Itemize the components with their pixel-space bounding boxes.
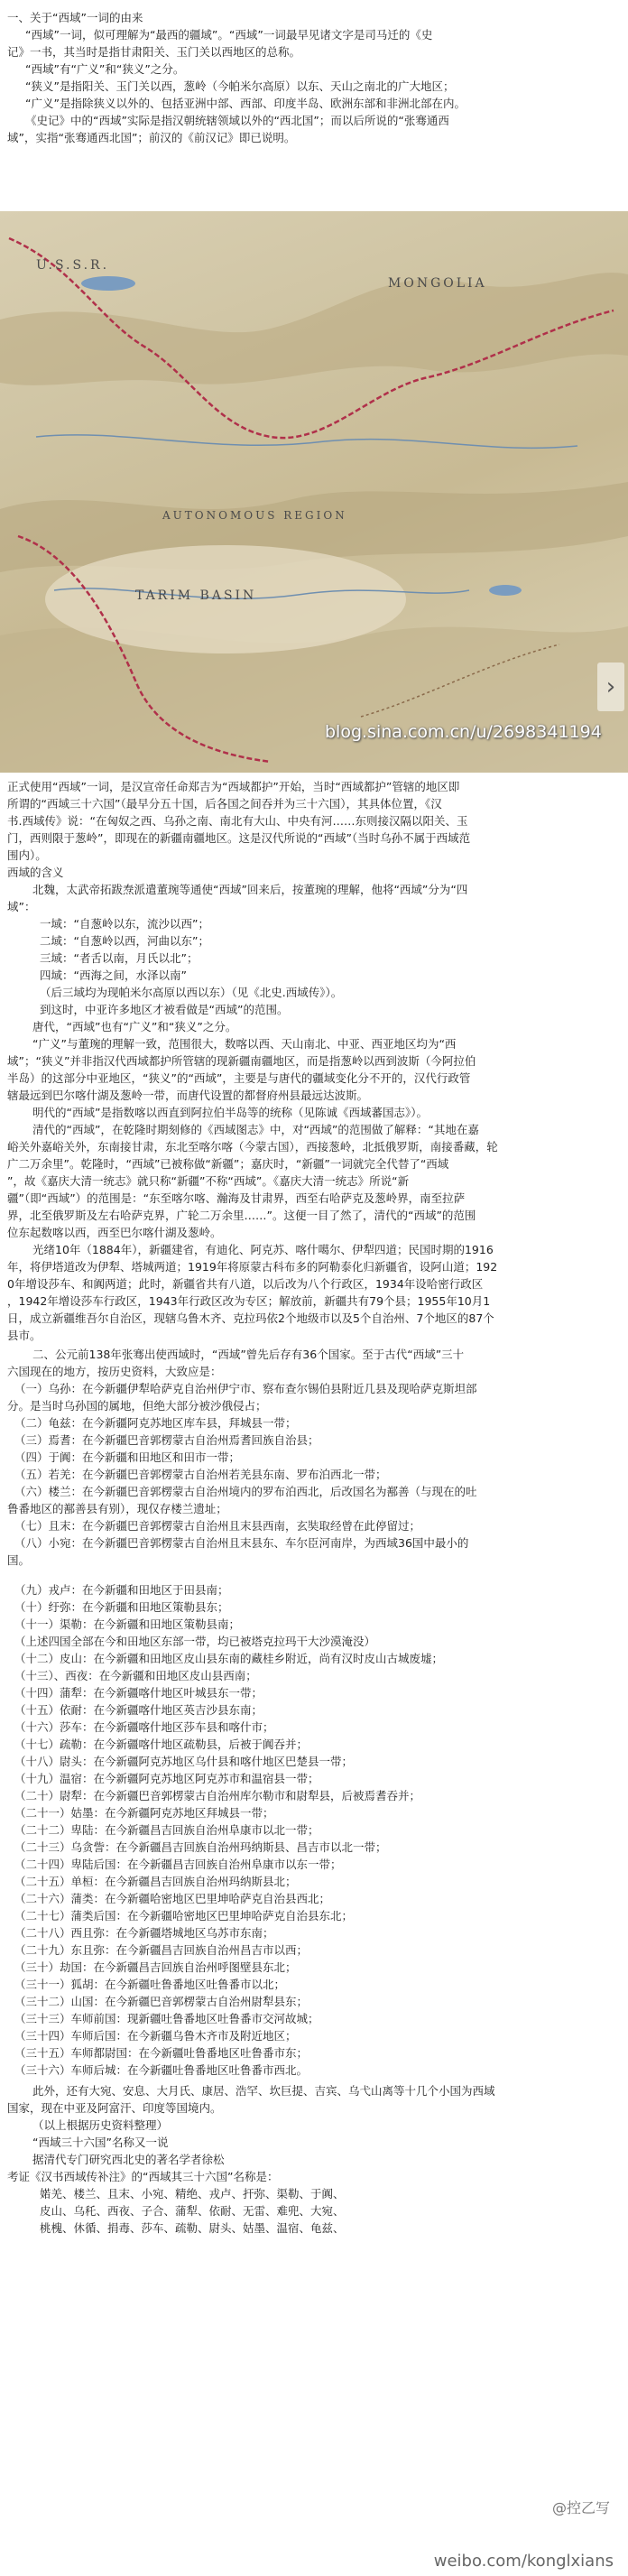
text-line: 四域：“西海之间，水泽以南” xyxy=(40,968,187,982)
text-line: （十五）依耐：在今新疆喀什地区英吉沙县东南； xyxy=(14,1703,263,1717)
text-line: 域”： xyxy=(7,900,36,913)
text-line: 明代的“西域”是指数喀以西直到阿拉伯半岛等的统称（见陈诚《西域蕃国志》）。 xyxy=(32,1106,428,1119)
text-line: 六国现在的地方，按历史资料，大致应是： xyxy=(7,1365,222,1378)
text-line: （二十三）乌贪訾：在今新疆昌吉回族自治州玛纳斯县、昌吉市以北一带； xyxy=(14,1840,387,1854)
text-line: （二）龟兹：在今新疆阿克苏地区库车县，拜城县一带； xyxy=(14,1416,297,1430)
text-line: 皮山、乌秅、西夜、子合、蒲犁、依耐、无雷、难兜、大宛、 xyxy=(40,2204,345,2218)
text-line: （二十九）东且弥：在今新疆昌吉回族自治州昌吉市以西； xyxy=(14,1943,309,1957)
text-line: （三十二）山国：在今新疆巴音郭楞蒙古自治州尉犁县东； xyxy=(14,1995,309,2008)
text-line: “西域”一词，似可理解为“最西的疆域”。“西域”一词最早见诸文字是司马迁的《史 xyxy=(25,28,433,42)
map-label: AUTONOMOUS REGION xyxy=(162,509,347,522)
text-line: 三域：“者舌以南，月氏以北”； xyxy=(40,951,199,965)
western-regions-map-image xyxy=(0,211,628,773)
text-line: 界，北至俄罗斯及左右哈萨克界，广轮二万余里……”。这便一目了然了，清代的“西域”的范围 xyxy=(7,1209,476,1222)
text-line: （二十八）西且弥：在今新疆塔城地区乌苏市东南； xyxy=(14,1926,274,1940)
text-line: （后三域均为现帕米尔高原以西以东）（见《北史.西域传》）。 xyxy=(40,986,343,999)
text-line: （六）楼兰：在今新疆巴音郭楞蒙古自治州境内的罗布泊西北，后改国名为鄯善（与现在的吐 xyxy=(14,1485,477,1498)
text-line: 疆”（即“西域”）的范围是：“东至喀尔喀、瀚海及甘肃界，西至右哈萨克及葱岭界，南至拉萨 xyxy=(7,1191,466,1205)
text-line: ”，故《嘉庆大清一统志》就只称“新疆”不称“西域”。《嘉庆大清一统志》所说“新 xyxy=(7,1174,410,1188)
text-line: “西域三十六国”名称又一说 xyxy=(32,2136,169,2149)
text-line: （二十）尉犁：在今新疆巴音郭楞蒙古自治州库尔勒市和尉犁县，后被焉耆吞并； xyxy=(14,1789,421,1802)
text-line: （十三）、西夜：在今新疆和田地区皮山县西南； xyxy=(14,1669,257,1682)
map-terrain xyxy=(0,211,628,773)
text-line: 桃槐、休循、捐毒、莎车、疏勒、尉头、姑墨、温宿、龟兹、 xyxy=(40,2221,345,2235)
text-line: 峪关外嘉峪关外，东南接甘肃，东北至喀尔喀（今蒙古国），西接葱岭，北抵俄罗斯，南接番藏，轮 xyxy=(7,1140,498,1154)
text-line: （四）于阗：在今新疆和田地区和田市一带； xyxy=(14,1450,241,1464)
text-line: （十七）疏勒：在今新疆喀什地区疏勒县，后被于阗吞并； xyxy=(14,1737,309,1751)
text-line: “狭义”是指阳关、玉门关以西，葱岭（今帕米尔高原）以东、天山之南北的广大地区； xyxy=(25,79,455,93)
text-line: （三）焉耆：在今新疆巴音郭楞蒙古自治州焉耆回族自治县； xyxy=(14,1433,319,1447)
text-line: 一域：“自葱岭以东，流沙以西”； xyxy=(40,917,209,931)
text-line: （三十五）车师都尉国：在今新疆吐鲁番地区吐鲁番市东； xyxy=(14,2046,309,2060)
text-line: 域”，实指“张骞通西北国”；前汉的《前汉记》即已说明。 xyxy=(7,131,296,144)
text-line: （十六）莎车：在今新疆喀什地区莎车县和喀什市； xyxy=(14,1720,274,1734)
text-line: 域”；“狭义”并非指汉代西域都护所管辖的现新疆南疆地区，而是指葱岭以西到波斯（今阿拉伯 xyxy=(7,1054,476,1068)
text-line: （二十六）蒲类：在今新疆哈密地区巴里坤哈萨克自治县西北； xyxy=(14,1892,331,1905)
weibo-watermark: weibo.com/konglxians xyxy=(433,2552,614,2571)
text-line: 西域的含义 xyxy=(7,866,64,879)
text-line: 婼羌、楼兰、且末、小宛、精绝、戎卢、扞弥、渠勒、于阗、 xyxy=(40,2187,345,2201)
text-line: 所谓的“西域三十六国”（最早分五十国，后各国之间吞并为三十六国），其具体位置，《汉 xyxy=(7,797,442,811)
text-line: 分。是当时乌孙国的属地，但绝大部分被沙俄侵占； xyxy=(7,1399,267,1413)
text-line: 辖最远到巴尔喀什湖及葱岭一带，而唐代设置的都督府州县最远达波斯。 xyxy=(7,1089,369,1102)
text-line: 书.西域传》说：“在匈奴之西、乌孙之南、南北有大山、中央有河……东则接汉隔以阳关、玉 xyxy=(7,814,468,828)
text-line: 光绪10年（1884年），新疆建省，有迪化、阿克苏、喀什噶尔、伊犁四道；民国时期的1916 xyxy=(32,1243,494,1256)
next-image-arrow-icon[interactable]: › xyxy=(597,663,624,711)
text-line: （三十三）车师前国：现新疆吐鲁番地区吐鲁番市交河故城； xyxy=(14,2012,319,2025)
text-line: （三十）劫国：在今新疆昌吉回族自治州呼图壁县东北； xyxy=(14,1960,297,1974)
text-line: 记》一书，其当时是指甘肃阳关、玉门关以西地区的总称。 xyxy=(7,45,301,59)
text-line: 围内）。 xyxy=(7,848,47,862)
text-line: 县市。 xyxy=(7,1329,42,1342)
section3-heading: 二、公元前138年张骞出使西域时，“西域”曾先后存有36个国家。至于古代“西域”三十 xyxy=(32,1348,465,1361)
text-line: 到这时，中亚许多地区才被看做是“西域”的范围。 xyxy=(40,1003,289,1016)
text-line: 门，西则限于葱岭”，即现在的新疆南疆地区。这是汉代所说的“西域”（当时乌孙不属于西域范 xyxy=(7,831,471,845)
text-line: （三十一）狐胡：在今新疆吐鲁番地区吐鲁番市以北； xyxy=(14,1978,286,1991)
text-line: 0年增设莎车、和阗两道；此时，新疆省共有八道，以后改为八个行政区，1934年设哈密行政区 xyxy=(7,1277,484,1291)
text-line: （二十一）姑墨：在今新疆阿克苏地区拜城县一带； xyxy=(14,1806,274,1820)
text-line: 二域：“自葱岭以西，河曲以东”； xyxy=(40,934,209,948)
text-line: 国家，现在中亚及阿富汗、印度等国境内。 xyxy=(7,2101,222,2115)
text-line: （三十四）车师后国：在今新疆乌鲁木齐市及附近地区； xyxy=(14,2029,297,2043)
text-line: 鲁番地区的鄯善县有别），现仅存楼兰遗址； xyxy=(7,1502,227,1515)
text-line: 北魏，太武帝拓跋焘派遣董琬等通使“西域”回来后，按董琬的理解，他将“西域”分为“四 xyxy=(32,883,468,896)
text-line: （九）戎卢：在今新疆和田地区于田县南； xyxy=(14,1583,229,1597)
text-line: 此外，还有大宛、安息、大月氏、康居、浩罕、坎巨提、吉宾、乌弋山离等十几个小国为西域 xyxy=(32,2084,495,2098)
text-line: 据清代专门研究西北史的著名学者徐松 xyxy=(32,2153,225,2166)
text-line: （十一）渠勒：在今新疆和田地区策勒县南； xyxy=(14,1617,241,1631)
text-line: （一）乌孙：在今新疆伊犁哈萨克自治州伊宁市、察布查尔锡伯县附近几县及现哈萨克斯坦部 xyxy=(14,1382,477,1395)
text-line: 广二万余里”。乾隆时，“西域”已被称做“新疆”；嘉庆时，“新疆”一词就完全代替了“西域 xyxy=(7,1157,449,1171)
text-line: （五）若羌：在今新疆巴音郭楞蒙古自治州若羌县东南、罗布泊西北一带； xyxy=(14,1468,387,1481)
text-line: 年，将伊塔道改为伊犁、塔城两道；1919年将原蒙古科布多的阿勒泰化归新疆省，设阿山道；192 xyxy=(7,1260,498,1274)
map-label: TARIM BASIN xyxy=(135,588,257,603)
text-line: （二十四）卑陆后国：在今新疆昌吉回族自治州阜康市以东一带； xyxy=(14,1858,342,1871)
text-line: （十二）皮山：在今新疆和田地区皮山县东南的藏桂乡附近，尚有汉时皮山古城废墟； xyxy=(14,1652,444,1665)
text-line: 考证《汉书西域传补注》的“西域其三十六国”名称是： xyxy=(7,2170,279,2183)
text-line: “西域”有“广义”和“狭义”之分。 xyxy=(25,62,185,76)
map-label: U.S.S.R. xyxy=(36,258,110,273)
text-line: （上述四国全部在今和田地区东部一带，均已被塔克拉玛干大沙漠淹没） xyxy=(14,1635,376,1648)
text-line: （十八）尉头：在今新疆阿克苏地区乌什县和喀什地区巴楚县一带； xyxy=(14,1755,354,1768)
text-line: （七）且末：在今新疆巴音郭楞蒙古自治州且末县西南，玄奘取经曾在此停留过； xyxy=(14,1519,421,1533)
text-line: （二十七）蒲类后国：在今新疆哈密地区巴里坤哈萨克自治县东北； xyxy=(14,1909,354,1923)
map-label: MONGOLIA xyxy=(388,276,487,291)
text-line: （八）小宛：在今新疆巴音郭楞蒙古自治州且末县东、车尔臣河南岸，为西域36国中最小的 xyxy=(14,1536,469,1550)
text-line: （十九）温宿：在今新疆阿克苏地区阿克苏市和温宿县一带； xyxy=(14,1772,319,1785)
text-line: “广义”与董琬的理解一致，范围很大，数喀以西、天山南北、中亚、西亚地区均为“西 xyxy=(32,1037,457,1051)
blog-watermark: blog.sina.com.cn/u/2698341194 xyxy=(325,722,602,742)
text-line: （二十二）卑陆：在今新疆昌吉回族自治州阜康市以北一带； xyxy=(14,1823,319,1837)
text-line: （十四）蒲犁：在今新疆喀什地区叶城县东一带； xyxy=(14,1686,263,1700)
text-line: 清代的“西域”，在乾隆时期刻修的《西域图志》中，对“西域”的范围做了解释：“其地在嘉 xyxy=(32,1123,479,1136)
text-line: （十）纡弥：在今新疆和田地区策勒县东； xyxy=(14,1600,229,1614)
text-line: 半岛）的这部分中亚地区，“狭义”的“西域”，主要是与唐代的疆域变化分不开的，汉代行政管 xyxy=(7,1071,471,1085)
text-line: （以上根据历史资料整理） xyxy=(32,2118,169,2132)
corner-mark: @控乙写 xyxy=(551,2499,610,2516)
text-line: 国。 xyxy=(7,1553,31,1567)
text-line: 正式使用“西域”一词，是汉宣帝任命郑吉为“西域都护”开始，当时“西域都护”管辖的地区即 xyxy=(7,780,460,793)
text-line: 唐代，“西域”也有“广义”和“狭义”之分。 xyxy=(32,1020,237,1033)
text-line: “广义”是指除狭义以外的、包括亚洲中部、西部、印度半岛、欧洲东部和非洲北部在内。 xyxy=(25,97,466,110)
text-line: ，1942年增设莎车行政区，1943年行政区改为专区；解放前，新疆共有79个县；1955年10月1 xyxy=(7,1294,491,1308)
text-line: （二十五）单桓：在今新疆昌吉回族自治州玛纳斯县北； xyxy=(14,1875,297,1888)
text-line: 《史记》中的“西域”实际是指汉朝统辖领域以外的“西北国”；而以后所说的“张骞通西 xyxy=(25,114,449,127)
text-line: 位东起数喀以西，西至巴尔喀什湖及葱岭。 xyxy=(7,1226,222,1239)
section1-heading: 一、关于“西域”一词的由来 xyxy=(7,11,143,24)
text-line: 日，成立新疆维吾尔自治区，现辖乌鲁木齐、克拉玛依2个地级市以及5个自治州、7个地区的87个 xyxy=(7,1311,494,1325)
text-line: （三十六）车师后城：在今新疆吐鲁番地区吐鲁番市西北。 xyxy=(14,2063,309,2077)
